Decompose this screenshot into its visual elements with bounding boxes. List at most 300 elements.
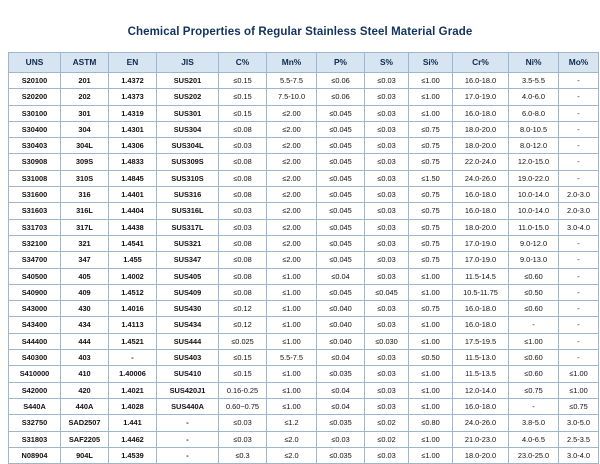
cell-mo: 3.0-4.0 <box>559 219 599 235</box>
cell-p: ≤0.045 <box>317 203 365 219</box>
cell-p: ≤0.045 <box>317 284 365 300</box>
cell-cr: 16.0-18.0 <box>453 203 509 219</box>
cell-mo: 2.0-3.0 <box>559 203 599 219</box>
table-row <box>9 187 599 203</box>
cell-c: ≤0.03 <box>219 203 267 219</box>
cell-si: ≤1.00 <box>409 333 453 349</box>
cell-c: ≤0.08 <box>219 268 267 284</box>
cell-si: ≤0.80 <box>409 415 453 431</box>
cell-c: ≤0.08 <box>219 187 267 203</box>
cell-jis: SUS434 <box>157 317 219 333</box>
cell-mn: ≤2.00 <box>267 170 317 186</box>
cell-ni: ≤0.60 <box>509 301 559 317</box>
cell-uns: S42000 <box>9 382 61 398</box>
cell-mo: - <box>559 333 599 349</box>
cell-en: 1.4372 <box>109 73 157 89</box>
cell-en: 1.4113 <box>109 317 157 333</box>
cell-si: ≤1.00 <box>409 398 453 414</box>
cell-jis: SUS347 <box>157 252 219 268</box>
cell-p: ≤0.045 <box>317 235 365 251</box>
cell-mo: 3.0-4.0 <box>559 447 599 463</box>
cell-en: 1.4404 <box>109 203 157 219</box>
cell-si: ≤0.75 <box>409 203 453 219</box>
cell-uns: S31600 <box>9 187 61 203</box>
cell-mn: ≤2.00 <box>267 235 317 251</box>
cell-mn: ≤1.2 <box>267 415 317 431</box>
cell-ni: ≤0.50 <box>509 284 559 300</box>
cell-cr: 16.0-18.0 <box>453 105 509 121</box>
cell-cr: 24.0-26.0 <box>453 415 509 431</box>
cell-en: 1.4016 <box>109 301 157 317</box>
cell-p: ≤0.040 <box>317 317 365 333</box>
cell-s: ≤0.03 <box>365 219 409 235</box>
cell-ni: ≤0.60 <box>509 366 559 382</box>
column-header-s: S% <box>365 53 409 73</box>
table-row <box>9 398 599 414</box>
cell-uns: S30403 <box>9 138 61 154</box>
cell-jis: SUS304 <box>157 121 219 137</box>
cell-cr: 12.0-14.0 <box>453 382 509 398</box>
cell-astm: 904L <box>61 447 109 463</box>
cell-ni: ≤1.00 <box>509 333 559 349</box>
cell-mn: 5.5-7.5 <box>267 73 317 89</box>
cell-c: ≤0.15 <box>219 105 267 121</box>
cell-en: 1.4833 <box>109 154 157 170</box>
cell-p: ≤0.04 <box>317 350 365 366</box>
cell-si: ≤1.00 <box>409 382 453 398</box>
cell-si: ≤0.75 <box>409 235 453 251</box>
cell-ni: 10.0-14.0 <box>509 203 559 219</box>
cell-si: ≤1.00 <box>409 105 453 121</box>
cell-si: ≤0.75 <box>409 121 453 137</box>
cell-en: 1.4401 <box>109 187 157 203</box>
cell-c: ≤0.15 <box>219 89 267 105</box>
cell-p: ≤0.040 <box>317 301 365 317</box>
cell-s: ≤0.03 <box>365 154 409 170</box>
cell-c: ≤0.08 <box>219 284 267 300</box>
cell-c: ≤0.03 <box>219 431 267 447</box>
cell-p: ≤0.04 <box>317 398 365 414</box>
table-row <box>9 121 599 137</box>
cell-jis: SUS444 <box>157 333 219 349</box>
cell-mo: 2.5-3.5 <box>559 431 599 447</box>
cell-s: ≤0.030 <box>365 333 409 349</box>
cell-cr: 18.0-20.0 <box>453 447 509 463</box>
cell-mo: - <box>559 235 599 251</box>
cell-cr: 16.0-18.0 <box>453 317 509 333</box>
cell-astm: 430 <box>61 301 109 317</box>
cell-uns: S30400 <box>9 121 61 137</box>
cell-s: ≤0.03 <box>365 382 409 398</box>
cell-uns: S40500 <box>9 268 61 284</box>
table-row <box>9 333 599 349</box>
cell-s: ≤0.03 <box>365 89 409 105</box>
cell-en: 1.4373 <box>109 89 157 105</box>
cell-cr: 11.5-13.0 <box>453 350 509 366</box>
cell-p: ≤0.04 <box>317 382 365 398</box>
cell-jis: SUS316L <box>157 203 219 219</box>
cell-cr: 16.0-18.0 <box>453 301 509 317</box>
cell-c: ≤0.025 <box>219 333 267 349</box>
cell-si: ≤0.50 <box>409 350 453 366</box>
cell-p: ≤0.06 <box>317 89 365 105</box>
cell-cr: 18.0-20.0 <box>453 138 509 154</box>
cell-s: ≤0.03 <box>365 366 409 382</box>
cell-astm: 316L <box>61 203 109 219</box>
cell-mn: ≤2.00 <box>267 138 317 154</box>
cell-en: 1.4845 <box>109 170 157 186</box>
cell-jis: SUS201 <box>157 73 219 89</box>
table-row <box>9 268 599 284</box>
cell-mn: ≤2.0 <box>267 431 317 447</box>
cell-uns: N08904 <box>9 447 61 463</box>
cell-astm: SAD2507 <box>61 415 109 431</box>
cell-mn: ≤2.00 <box>267 121 317 137</box>
cell-si: ≤0.75 <box>409 219 453 235</box>
cell-mo: - <box>559 105 599 121</box>
cell-astm: 201 <box>61 73 109 89</box>
cell-s: ≤0.03 <box>365 268 409 284</box>
cell-ni: 4.0-6.0 <box>509 89 559 105</box>
cell-jis: SUS301 <box>157 105 219 121</box>
cell-uns: S32100 <box>9 235 61 251</box>
cell-jis: SUS309S <box>157 154 219 170</box>
cell-si: ≤1.00 <box>409 284 453 300</box>
cell-uns: S30100 <box>9 105 61 121</box>
cell-uns: S40300 <box>9 350 61 366</box>
cell-si: ≤0.75 <box>409 187 453 203</box>
cell-cr: 11.5-14.5 <box>453 268 509 284</box>
cell-s: ≤0.03 <box>365 105 409 121</box>
cell-astm: 317L <box>61 219 109 235</box>
cell-astm: 409 <box>61 284 109 300</box>
cell-astm: 347 <box>61 252 109 268</box>
cell-ni: 9.0-12.0 <box>509 235 559 251</box>
cell-ni: 12.0-15.0 <box>509 154 559 170</box>
cell-mn: 7.5-10.0 <box>267 89 317 105</box>
cell-jis: SUS321 <box>157 235 219 251</box>
cell-mo: - <box>559 268 599 284</box>
cell-mn: ≤2.0 <box>267 447 317 463</box>
cell-jis: SUS403 <box>157 350 219 366</box>
cell-ni: ≤0.75 <box>509 382 559 398</box>
cell-cr: 16.0-18.0 <box>453 187 509 203</box>
cell-uns: S440A <box>9 398 61 414</box>
cell-c: ≤0.03 <box>219 219 267 235</box>
cell-en: 1.4512 <box>109 284 157 300</box>
column-header-c: C% <box>219 53 267 73</box>
cell-mn: ≤1.00 <box>267 301 317 317</box>
cell-mn: ≤1.00 <box>267 333 317 349</box>
stainless-steel-properties-table <box>8 52 599 464</box>
table-row <box>9 431 599 447</box>
cell-s: ≤0.03 <box>365 317 409 333</box>
cell-si: ≤1.00 <box>409 366 453 382</box>
cell-ni: 19.0-22.0 <box>509 170 559 186</box>
cell-c: ≤0.12 <box>219 317 267 333</box>
cell-mn: ≤2.00 <box>267 203 317 219</box>
cell-ni: ≤0.60 <box>509 350 559 366</box>
cell-c: ≤0.03 <box>219 415 267 431</box>
cell-en: 1.4002 <box>109 268 157 284</box>
cell-astm: 304 <box>61 121 109 137</box>
cell-s: ≤0.03 <box>365 187 409 203</box>
table-body <box>9 73 599 464</box>
cell-mn: ≤1.00 <box>267 284 317 300</box>
cell-p: ≤0.045 <box>317 219 365 235</box>
cell-si: ≤0.75 <box>409 154 453 170</box>
table-header-row <box>9 53 599 73</box>
cell-si: ≤0.75 <box>409 301 453 317</box>
table-row <box>9 301 599 317</box>
cell-c: ≤0.15 <box>219 366 267 382</box>
cell-ni: ≤0.60 <box>509 268 559 284</box>
cell-jis: SUS409 <box>157 284 219 300</box>
cell-ni: - <box>509 317 559 333</box>
cell-ni: - <box>509 398 559 414</box>
cell-ni: 4.0-6.5 <box>509 431 559 447</box>
cell-jis: - <box>157 415 219 431</box>
cell-ni: 3.5-5.5 <box>509 73 559 89</box>
cell-c: ≤0.08 <box>219 235 267 251</box>
cell-jis: SUS405 <box>157 268 219 284</box>
cell-en: 1.40006 <box>109 366 157 382</box>
cell-cr: 24.0-26.0 <box>453 170 509 186</box>
cell-c: ≤0.08 <box>219 252 267 268</box>
table-row <box>9 284 599 300</box>
cell-si: ≤0.75 <box>409 252 453 268</box>
cell-p: ≤0.03 <box>317 431 365 447</box>
cell-mn: ≤2.00 <box>267 105 317 121</box>
cell-uns: S40900 <box>9 284 61 300</box>
cell-jis: SUS430 <box>157 301 219 317</box>
table-row <box>9 415 599 431</box>
cell-mn: ≤2.00 <box>267 154 317 170</box>
column-header-si: Si% <box>409 53 453 73</box>
cell-uns: S34700 <box>9 252 61 268</box>
cell-en: 1.4021 <box>109 382 157 398</box>
cell-s: ≤0.03 <box>365 121 409 137</box>
cell-jis: SUS310S <box>157 170 219 186</box>
cell-cr: 11.5-13.5 <box>453 366 509 382</box>
column-header-uns: UNS <box>9 53 61 73</box>
cell-cr: 16.0-18.0 <box>453 73 509 89</box>
cell-uns: S20100 <box>9 73 61 89</box>
cell-p: ≤0.035 <box>317 366 365 382</box>
cell-astm: 434 <box>61 317 109 333</box>
cell-s: ≤0.045 <box>365 284 409 300</box>
cell-astm: 410 <box>61 366 109 382</box>
cell-mo: - <box>559 301 599 317</box>
cell-cr: 18.0-20.0 <box>453 121 509 137</box>
table-row <box>9 154 599 170</box>
cell-s: ≤0.03 <box>365 252 409 268</box>
column-header-p: P% <box>317 53 365 73</box>
cell-s: ≤0.03 <box>365 138 409 154</box>
cell-mn: ≤1.00 <box>267 398 317 414</box>
cell-uns: S32750 <box>9 415 61 431</box>
cell-astm: 304L <box>61 138 109 154</box>
cell-astm: 403 <box>61 350 109 366</box>
cell-p: ≤0.045 <box>317 105 365 121</box>
page-title: Chemical Properties of Regular Stainless Steel Material Grade <box>127 26 473 38</box>
cell-en: 1.4541 <box>109 235 157 251</box>
cell-astm: 321 <box>61 235 109 251</box>
table-row <box>9 89 599 105</box>
cell-astm: 405 <box>61 268 109 284</box>
cell-mn: ≤2.00 <box>267 252 317 268</box>
cell-astm: 440A <box>61 398 109 414</box>
cell-p: ≤0.045 <box>317 252 365 268</box>
cell-astm: 309S <box>61 154 109 170</box>
cell-ni: 8.0-12.0 <box>509 138 559 154</box>
table-row <box>9 170 599 186</box>
cell-uns: S31603 <box>9 203 61 219</box>
column-header-astm: ASTM <box>61 53 109 73</box>
cell-astm: 444 <box>61 333 109 349</box>
cell-ni: 6.0-8.0 <box>509 105 559 121</box>
cell-p: ≤0.06 <box>317 73 365 89</box>
cell-en: 1.455 <box>109 252 157 268</box>
cell-cr: 17.0-19.0 <box>453 89 509 105</box>
table-row <box>9 138 599 154</box>
cell-astm: 202 <box>61 89 109 105</box>
cell-c: ≤0.3 <box>219 447 267 463</box>
cell-si: ≤1.00 <box>409 268 453 284</box>
cell-c: 0.60~0.75 <box>219 398 267 414</box>
column-header-jis: JIS <box>157 53 219 73</box>
cell-mo: - <box>559 73 599 89</box>
cell-s: ≤0.03 <box>365 170 409 186</box>
cell-mo: - <box>559 252 599 268</box>
cell-mo: - <box>559 121 599 137</box>
cell-astm: SAF2205 <box>61 431 109 447</box>
cell-cr: 10.5-11.75 <box>453 284 509 300</box>
cell-p: ≤0.045 <box>317 170 365 186</box>
cell-mn: ≤1.00 <box>267 382 317 398</box>
cell-si: ≤1.00 <box>409 431 453 447</box>
cell-jis: SUS440A <box>157 398 219 414</box>
cell-jis: SUS410 <box>157 366 219 382</box>
cell-s: ≤0.02 <box>365 415 409 431</box>
cell-jis: SUS304L <box>157 138 219 154</box>
cell-en: 1.4306 <box>109 138 157 154</box>
cell-ni: 9.0-13.0 <box>509 252 559 268</box>
cell-p: ≤0.04 <box>317 268 365 284</box>
cell-cr: 16.0-18.0 <box>453 398 509 414</box>
table-row <box>9 382 599 398</box>
table-row <box>9 105 599 121</box>
cell-s: ≤0.03 <box>365 203 409 219</box>
cell-p: ≤0.045 <box>317 121 365 137</box>
table-row <box>9 219 599 235</box>
cell-s: ≤0.03 <box>365 447 409 463</box>
cell-mo: - <box>559 317 599 333</box>
cell-s: ≤0.03 <box>365 350 409 366</box>
cell-cr: 22.0-24.0 <box>453 154 509 170</box>
cell-uns: S43400 <box>9 317 61 333</box>
cell-c: ≤0.12 <box>219 301 267 317</box>
cell-mn: ≤2.00 <box>267 187 317 203</box>
cell-ni: 10.0-14.0 <box>509 187 559 203</box>
cell-uns: S410000 <box>9 366 61 382</box>
cell-en: 1.4462 <box>109 431 157 447</box>
cell-ni: 3.8-5.0 <box>509 415 559 431</box>
cell-jis: SUS420J1 <box>157 382 219 398</box>
table-header <box>9 53 599 73</box>
cell-s: ≤0.03 <box>365 398 409 414</box>
cell-astm: 420 <box>61 382 109 398</box>
cell-mo: ≤1.00 <box>559 382 599 398</box>
table-row <box>9 317 599 333</box>
cell-mo: - <box>559 350 599 366</box>
cell-astm: 310S <box>61 170 109 186</box>
cell-si: ≤1.00 <box>409 317 453 333</box>
cell-mo: 2.0-3.0 <box>559 187 599 203</box>
cell-uns: S30908 <box>9 154 61 170</box>
cell-en: 1.4521 <box>109 333 157 349</box>
cell-c: ≤0.15 <box>219 73 267 89</box>
cell-p: ≤0.045 <box>317 154 365 170</box>
cell-uns: S43000 <box>9 301 61 317</box>
cell-p: ≤0.035 <box>317 447 365 463</box>
cell-s: ≤0.03 <box>365 73 409 89</box>
cell-c: ≤0.08 <box>219 154 267 170</box>
cell-s: ≤0.02 <box>365 431 409 447</box>
cell-jis: - <box>157 447 219 463</box>
cell-jis: - <box>157 431 219 447</box>
cell-en: 1.441 <box>109 415 157 431</box>
table-row <box>9 73 599 89</box>
cell-uns: S44400 <box>9 333 61 349</box>
cell-jis: SUS317L <box>157 219 219 235</box>
cell-cr: 17.5-19.5 <box>453 333 509 349</box>
cell-en: 1.4028 <box>109 398 157 414</box>
cell-mo: 3.0-5.0 <box>559 415 599 431</box>
cell-c: ≤0.15 <box>219 350 267 366</box>
cell-cr: 17.0-19.0 <box>453 235 509 251</box>
cell-c: ≤0.03 <box>219 138 267 154</box>
cell-si: ≤1.00 <box>409 447 453 463</box>
cell-p: ≤0.045 <box>317 187 365 203</box>
cell-mn: 5.5-7.5 <box>267 350 317 366</box>
table-row <box>9 203 599 219</box>
cell-en: - <box>109 350 157 366</box>
cell-p: ≤0.040 <box>317 333 365 349</box>
cell-uns: S31803 <box>9 431 61 447</box>
column-header-cr: Cr% <box>453 53 509 73</box>
cell-p: ≤0.035 <box>317 415 365 431</box>
cell-uns: S31703 <box>9 219 61 235</box>
cell-si: ≤1.50 <box>409 170 453 186</box>
column-header-mn: Mn% <box>267 53 317 73</box>
cell-c: ≤0.08 <box>219 170 267 186</box>
cell-si: ≤1.00 <box>409 89 453 105</box>
cell-ni: 8.0-10.5 <box>509 121 559 137</box>
cell-ni: 11.0-15.0 <box>509 219 559 235</box>
table-row <box>9 252 599 268</box>
cell-jis: SUS316 <box>157 187 219 203</box>
cell-uns: S31008 <box>9 170 61 186</box>
cell-mo: - <box>559 154 599 170</box>
table-row <box>9 366 599 382</box>
cell-cr: 18.0-20.0 <box>453 219 509 235</box>
cell-uns: S20200 <box>9 89 61 105</box>
cell-mn: ≤1.00 <box>267 366 317 382</box>
cell-c: 0.16-0.25 <box>219 382 267 398</box>
cell-c: ≤0.08 <box>219 121 267 137</box>
cell-si: ≤0.75 <box>409 138 453 154</box>
